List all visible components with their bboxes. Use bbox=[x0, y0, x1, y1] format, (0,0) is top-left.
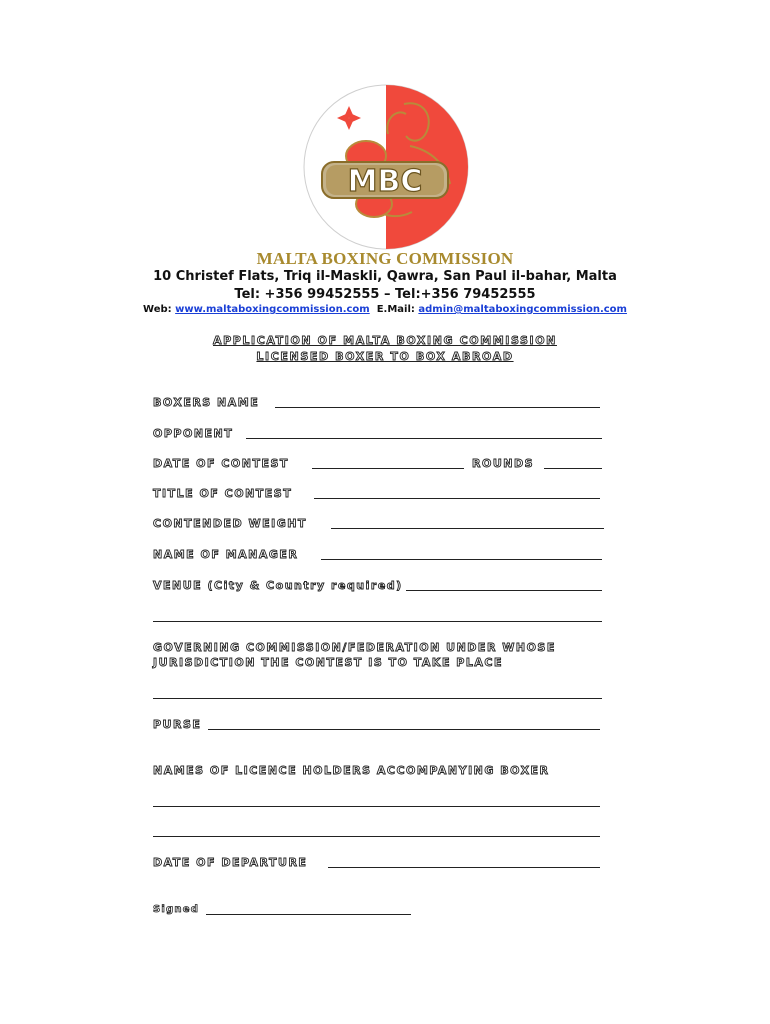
venue-label: VENUE (City & Country required) bbox=[153, 579, 403, 592]
opponent-field[interactable] bbox=[246, 438, 602, 439]
website-link[interactable]: www.maltaboxingcommission.com bbox=[175, 304, 370, 315]
email-link[interactable]: admin@maltaboxingcommission.com bbox=[418, 304, 627, 315]
logo-text: MBC bbox=[347, 164, 423, 199]
venue-field[interactable] bbox=[406, 590, 602, 591]
date-of-departure-label: DATE OF DEPARTURE bbox=[153, 856, 308, 869]
venue-field-continued[interactable] bbox=[153, 621, 602, 622]
rounds-field[interactable] bbox=[544, 468, 602, 469]
form-title-line-2: LICENSED BOXER TO BOX ABROAD bbox=[256, 350, 514, 363]
phone-line: Tel: +356 99452555 – Tel:+356 79452555 bbox=[234, 287, 536, 302]
boxers-name-field[interactable] bbox=[275, 407, 600, 408]
licence-holders-field-1[interactable] bbox=[153, 806, 600, 807]
licence-holders-label: NAMES OF LICENCE HOLDERS ACCOMPANYING BOXER bbox=[153, 764, 550, 777]
title-of-contest-label: TITLE OF CONTEST bbox=[153, 487, 293, 500]
signature-field[interactable] bbox=[206, 914, 411, 915]
signed-label: Signed bbox=[153, 904, 200, 915]
address-line: 10 Christef Flats, Triq il-Maskli, Qawra, San Paul il-bahar, Malta bbox=[153, 269, 617, 284]
governing-commission-field[interactable] bbox=[153, 698, 602, 699]
purse-field[interactable] bbox=[208, 729, 600, 730]
purse-label: PURSE bbox=[153, 718, 202, 731]
date-of-contest-field[interactable] bbox=[312, 468, 464, 469]
form-title-line-1: APPLICATION OF MALTA BOXING COMMISSION bbox=[213, 334, 557, 347]
mbc-logo bbox=[300, 84, 472, 250]
opponent-label: OPPONENT bbox=[153, 427, 234, 440]
contended-weight-field[interactable] bbox=[331, 528, 604, 529]
web-label: Web: bbox=[143, 304, 172, 315]
title-of-contest-field[interactable] bbox=[314, 498, 600, 499]
organization-name: MALTA BOXING COMMISSION bbox=[256, 249, 514, 268]
web-email-line bbox=[0, 304, 770, 315]
rounds-label: ROUNDS bbox=[472, 457, 535, 470]
mbc-logo-graphic bbox=[300, 84, 472, 250]
date-of-departure-field[interactable] bbox=[328, 867, 600, 868]
name-of-manager-field[interactable] bbox=[321, 559, 602, 560]
email-label: E.Mail: bbox=[376, 304, 415, 315]
governing-commission-label-line-1: GOVERNING COMMISSION/FEDERATION UNDER WHOSE bbox=[153, 641, 556, 654]
governing-commission-label-line-2: JURISDICTION THE CONTEST IS TO TAKE PLACE bbox=[153, 656, 503, 669]
date-of-contest-label: DATE OF CONTEST bbox=[153, 457, 289, 470]
contended-weight-label: CONTENDED WEIGHT bbox=[153, 517, 307, 530]
boxers-name-label: BOXERS NAME bbox=[153, 396, 260, 409]
licence-holders-field-2[interactable] bbox=[153, 836, 600, 837]
name-of-manager-label: NAME OF MANAGER bbox=[153, 548, 299, 561]
